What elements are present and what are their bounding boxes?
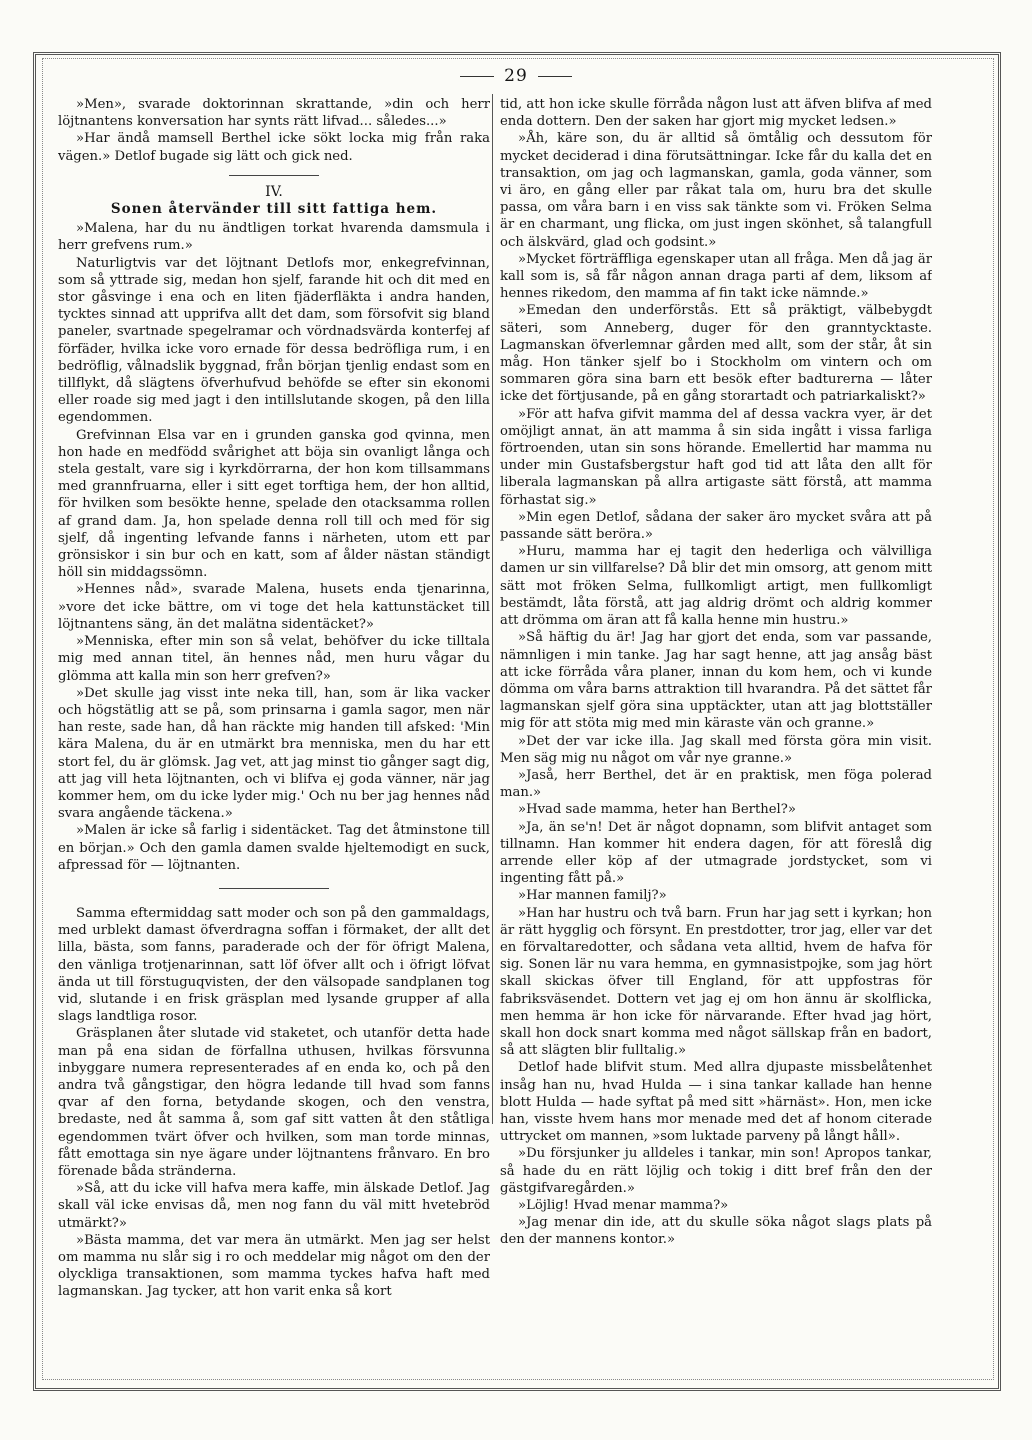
paragraph: »Löjlig! Hvad menar mamma?» (518, 1198, 729, 1213)
paragraph: »Har mannen familj?» (518, 888, 667, 904)
paragraph: »Hvad sade mamma, heter han Berthel?» (518, 802, 796, 818)
scene-separator (219, 888, 329, 889)
paragraph: »Menniska, efter min son så velat, behöfver du icke tilltala mig med annan titel, än hennes nåd, men huru vågar du glömma att kalla min son herr grefven?» (58, 634, 490, 684)
paragraph: »Så häftig du är! Jag har gjort det enda, som var passande, nämnligen i min tanke. Jag har sagt henne, att jag ansåg bäst att icke förråda våra planer, innan du kom hem, och vi kunde dömma om våra barns attraktion till hvarandra. På det sättet får lagmanskan sjelf göra sina upptäckter, utan att jag blottställer mig för att stöta mig med min käraste vän och granne.» (500, 630, 932, 732)
paragraph: »Han har hustru och två barn. Frun har jag sett i kyrkan; hon är rätt hygglig och försynt. En prestdotter, tror jag, eller var det en förvaltaredotter, och sådana veta alltid, hvem de hafva för sig. Sonen lär nu vara hemma, en gymnasistpojke, som jag hört skall skickas öfver till England, för att uppfostras för fabriksväsendet. Dottern vet jag ej om hon ännu är skolflicka, men hemma är hon icke för närvarande. Efter hvad jag hört, skall hon dock snart komma med något sällskap från en badort, så att slägten blir fulltalig.» (500, 905, 932, 1059)
paragraph: Detlof hade blifvit stum. Med allra djupaste missbelåtenhet insåg han nu, hvad Hulda — i sina tankar kallade han henne blott Hulda — hade syftat på med sitt »härnäst». Hon, men icke han, visste hvem hans mor menade med det af honom citerade uttrycket om mannen, »som luktade parveny på långt håll». (500, 1060, 932, 1145)
paragraph: »Min egen Detlof, sådana der saker äro mycket svåra att på passande sätt beröra.» (500, 509, 932, 543)
paragraph: »Åh, käre son, du är alltid så ömtålig och dessutom för mycket deciderad i dina förutsättningar. Icke får du kalla det en transaktion, om jag och lagmanskan, gamla, goda vänner, som vi äro, en gång eller par råkat tala om, huru bra det skulle passa, om våra barn i en viss sak tänkte som vi. Fröken Selma är en charmant, ung flicka, om just ingen skönhet, så talangfull och älskvärd, glad och godsint.» (500, 131, 932, 250)
paragraph: »Så, att du icke vill hafva mera kaffe, min älskade Detlof. Jag skall väl icke envisas då, men nog fann du väl mitt hvetebröd utmärkt?» (58, 1181, 490, 1231)
paragraph: »Hennes nåd», svarade Malena, husets enda tjenarinna, »vore det icke bättre, om vi toge det hela kattunstäcket till löjtnantens säng, än det malätna sidentäcket?» (58, 582, 490, 632)
paragraph: »Bästa mamma, det var mera än utmärkt. Men jag ser helst om mamma nu slår sig i ro och meddelar mig något om den der olyckliga transaktionen, som mamma tyckes hafva haft med lagmanskan. Jag tycker, att hon varit enka så kort (58, 1232, 490, 1300)
page-number-dash-left (460, 76, 494, 77)
section-title: Sonen återvänder till sitt fattiga hem. (110, 201, 438, 218)
page-number (0, 66, 1032, 86)
left-column (58, 96, 490, 1371)
paragraph: »Det der var icke illa. Jag skall med första göra min visit. Men säg mig nu något om vår nye granne.» (500, 733, 932, 766)
paragraph: »Du försjunker ju alldeles i tankar, min son! Apropos tankar, så hade du en rätt löjlig och tokig i ditt bref från den der gästgifvaregården.» (500, 1146, 932, 1196)
paragraph: Grefvinnan Elsa var en i grunden ganska god qvinna, men hon hade en medfödd svårighet att böja sin ovanligt långa och stela gestalt, vare sig i kyrkdörrarna, der hon kom tillsammans med grannfruarna, eller i sitt eget torftiga hem, der hon alltid, för hvilken som besökte henne, spelade den otacksamma rollen af grand dam. Ja, hon spelade denna roll till och med för sig sjelf, då ingenting lefvande fanns i närheten, utom ett par grönsiskor i sin bur och en katt, som af ålder nästan ständigt höll sin middagssömn. (58, 427, 490, 581)
paragraph: »Jag menar din ide, att du skulle söka något slags plats på den der mannens kontor.» (500, 1215, 932, 1248)
paragraph: »Huru, mamma har ej tagit den hederliga och välvilliga damen ur sin villfarelse? Då blir det min omsorg, att genom mitt sätt mot fröken Selma, fullkomligt artigt, men fullkomligt bestämdt, låta förstå, att jag aldrig drömt och aldrig kommer att drömma om äran att få kalla henne min hustru.» (500, 544, 932, 629)
section-separator (229, 175, 319, 176)
column-divider (492, 94, 493, 1124)
paragraph: »Ja, än se'n! Det är något dopnamn, som blifvit antaget som tillnamn. Han kommer hit endera dagen, för att föreslå dig arrende eller köp af der utmagrade jordstycket, som vi ingenting fått på.» (500, 819, 932, 887)
paragraph: Samma eftermiddag satt moder och son på den gammaldags, med urblekt damast öfverdragna soffan i förmaket, der allt det lilla, bästa, som fanns, paraderade och der för öfrigt Malena, den vänliga trotjenarinnan, satt löf öfver allt och i öfrigt löfvat ända ut till förstuguqvisten, der den välsopade sandplanen tog vid, slutande i en frisk gräsplan med lysande grupper af alla slags landtliga rosor. (58, 905, 490, 1025)
paragraph: »Malen är icke så farlig i sidentäcket. Tag det åtminstone till en början.» Och den gamla damen svalde hjeltemodigt en suck, afpressad för — löjtnanten. (58, 823, 490, 873)
paragraph: »Har ändå mamsell Berthel icke sökt locka mig från raka vägen.» Detlof bugade sig lätt och gick ned. (58, 131, 490, 164)
section-number: IV. (265, 183, 283, 200)
right-column (500, 96, 932, 1371)
paragraph: »Jaså, herr Berthel, det är en praktisk, men föga polerad man.» (500, 767, 932, 801)
page-number-dash-right (538, 76, 572, 77)
paragraph: »Malena, har du nu ändtligen torkat hvarenda damsmula i herr grefvens rum.» (58, 221, 490, 254)
page-number-text: 29 (504, 66, 528, 86)
paragraph: Naturligtvis var det löjtnant Detlofs mor, enkegrefvinnan, som så yttrade sig, medan hon sjelf, farande hit och dit med en stor gåsvinge i ena och en liten fjäderfläkta i andra handen, tycktes sinnad att upprifva allt det dam, som försofvit sig bland paneler, svartnade spegelramar och vördnadsvärda konterfej af förfäder, hvilka icke voro ernade för dessa bedröfliga rum, i en bedröflig, vålnadslik byggnad, från början tjenlig endast som en tillflykt, då slägtens öfverhufvud behöfde se efter sin ekonomi eller roade sig med jagt i den intillslutande skogen, på den lilla egendommen. (58, 255, 490, 426)
paragraph: »Emedan den underförstås. Ett så präktigt, välbebygdt säteri, som Anneberg, duger för den granntycktaste. Lagmanskan öfverlemnar gården med allt, som der står, åt sin måg. Hon tänker sjelf bo i Stockholm om vintern och om sommaren göra sina barn ett besök efter badturerna — låter icke det förtjusande, på en gång storartadt och patriarkaliskt?» (500, 303, 932, 405)
paragraph: »Mycket förträffliga egenskaper utan all fråga. Men då jag är kall som is, så får någon annan draga parti af dem, liksom af hennes rikedom, den mamma af fin takt icke nämnde.» (500, 251, 932, 302)
paragraph: tid, att hon icke skulle förråda någon lust att äfven blifva af med enda dottern. Den der saken har gjort mig mycket ledsen.» (500, 97, 932, 130)
paragraph: »Men», svarade doktorinnan skrattande, »din och herr löjtnantens konversation har synts rätt lifvad... således...» (58, 97, 490, 130)
paragraph: »Det skulle jag visst inte neka till, han, som är lika vacker och högstätlig att se på, som prinsarna i gamla sagor, men när han reste, sade han, då han räckte mig handen till afsked: 'Min kära Malena, du är en utmärkt bra menniska, men du har ett stort fel, du är glömsk. Jag vet, att jag minst tio gånger sagt dig, att jag vill heta löjtnanten, och vi blifva ej goda vänner, när jag kommer hem, om du icke lyder mig.' Och nu ber jag hennes nåd svara angående täckena.» (58, 685, 490, 822)
paragraph: Gräsplanen åter slutade vid staketet, och utanför detta hade man på ena sidan de förfallna uthusen, hvilkas försvunna inbyggare numera representerades af en enda ko, och på den andra två gångstigar, den högra ledande till hvad som fanns qvar af den forna, betydande skogen, och den venstra, bredaste, ned åt samma å, som gaf sitt vatten åt den ståtliga egendommen tvärt öfver och hvilken, som man torde minnas, fått emottaga sin nye ägare under löjtnantens frånvaro. En bro förenade båda stränderna. (58, 1026, 490, 1179)
paragraph: »För att hafva gifvit mamma del af dessa vackra vyer, är det omöjligt annat, än att mamma å sin sida ingått i vissa farliga förtroenden, utan sin sons hörande. Emellertid har mamma nu under min Gustafsbergstur haft god tid att låta den allt för liberala lagmanskan på allra artigaste sätt förstå, att mamma förhastat sig.» (500, 406, 932, 508)
